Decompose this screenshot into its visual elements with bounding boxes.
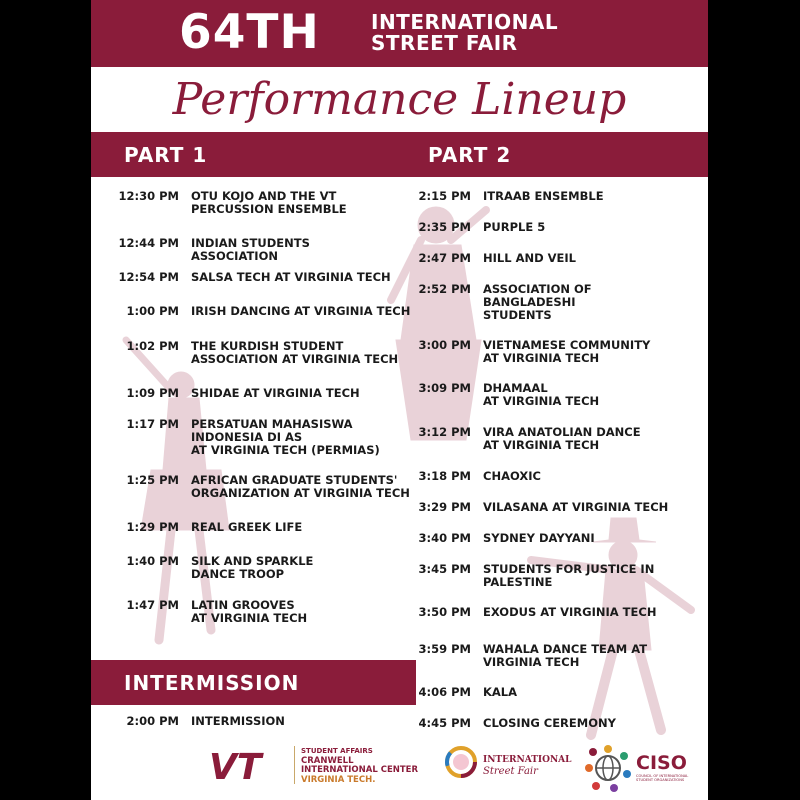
performer-name: EXODUS AT VIRGINIA TECH [483,605,657,619]
performer-name: LATIN GROOVES AT VIRGINIA TECH [191,598,308,625]
vt-logo-divider [294,746,295,784]
performance-time: 4:06 PM [418,685,471,699]
performance-time: 3:12 PM [418,425,471,439]
performer-name: IRISH DANCING AT VIRGINIA TECH [191,304,411,318]
cranwell-center-logo-text [301,747,418,785]
title-line-1: INTERNATIONAL [371,10,559,34]
part-2-heading: PART 2 [428,143,512,167]
performer-name: ASSOCIATION OF BANGLADESHI STUDENTS [483,282,592,322]
performance-time: 3:09 PM [418,381,471,395]
title-line-2: STREET FAIR [371,31,518,55]
sponsor-footer [91,738,708,800]
performer-name: HILL AND VEIL [483,251,576,265]
performer-name: SYDNEY DAYYANI [483,531,595,545]
performer-name: AFRICAN GRADUATE STUDENTS' ORGANIZATION AT VIRGINIA TECH [191,473,410,500]
vt-university-line: VIRGINIA TECH. [301,774,376,785]
performer-name: INTERMISSION [191,714,285,728]
ciso-globe-icon [584,744,632,792]
performer-name: REAL GREEK LIFE [191,520,303,534]
ciso-subtitle: COUNCIL OF INTERNATIONAL STUDENT ORGANIZATIONS [636,774,689,782]
edition-number: 64TH [179,5,320,60]
performance-time: 2:47 PM [418,251,471,265]
poster [91,0,708,800]
performer-name: INDIAN STUDENTS ASSOCIATION [191,236,310,263]
performance-time: 12:44 PM [118,236,179,250]
performance-time: 1:00 PM [126,304,179,318]
performer-name: KALA [483,685,518,699]
performance-time: 1:47 PM [126,598,179,612]
performer-name: OTU KOJO AND THE VT PERCUSSION ENSEMBLE [191,189,347,216]
performer-name: VIRA ANATOLIAN DANCE AT VIRGINIA TECH [483,425,641,452]
performance-time: 3:59 PM [418,642,471,656]
page-title: Performance Lineup [172,74,627,125]
performance-time: 2:15 PM [418,189,471,203]
performance-time: 12:54 PM [118,270,179,284]
performer-name: CHAOXIC [483,469,541,483]
part-header-band [91,132,708,177]
performance-time: 1:02 PM [126,339,179,353]
performance-time: 1:29 PM [126,520,179,534]
performer-name: SHIDAE AT VIRGINIA TECH [191,386,360,400]
performance-time: 3:29 PM [418,500,471,514]
performance-time: 2:52 PM [418,282,471,296]
intermission-band [91,660,416,705]
performance-time: 2:00 PM [126,714,179,728]
vt-dept-line: STUDENT AFFAIRS [301,747,373,755]
intermission-heading: INTERMISSION [124,671,300,695]
performance-time: 1:25 PM [126,473,179,487]
performance-time: 1:40 PM [126,554,179,568]
performer-name: STUDENTS FOR JUSTICE IN PALESTINE [483,562,655,589]
street-fair-logo-text [483,755,571,777]
performance-time: 1:17 PM [126,417,179,431]
street-fair-globe-icon [443,744,479,780]
performance-time: 3:40 PM [418,531,471,545]
ciso-name: CISO [636,752,687,774]
fair-logo-line-2: Street Fair [483,766,538,777]
performance-time: 2:35 PM [418,220,471,234]
performer-name: SALSA TECH AT VIRGINIA TECH [191,270,391,284]
performer-name: PERSATUAN MAHASISWA INDONESIA DI AS AT VIRGINIA TECH (PERMIAS) [191,417,380,457]
performer-name: VIETNAMESE COMMUNITY AT VIRGINIA TECH [483,338,651,365]
vt-center-line-1: CRANWELL [301,755,354,766]
performer-name: VILASANA AT VIRGINIA TECH [483,500,669,514]
performance-time: 3:00 PM [418,338,471,352]
fair-logo-line-1: INTERNATIONAL [483,755,572,765]
performer-name: WAHALA DANCE TEAM AT VIRGINIA TECH [483,642,648,669]
performer-name: DHAMAAL AT VIRGINIA TECH [483,381,600,408]
vt-logo-mark: VT [209,748,262,784]
performer-name: SILK AND SPARKLE DANCE TROOP [191,554,314,581]
performance-time: 3:45 PM [418,562,471,576]
performer-name: CLOSING CEREMONY [483,716,616,730]
part-1-heading: PART 1 [124,143,208,167]
performer-name: ITRAAB ENSEMBLE [483,189,604,203]
vt-center-line-2: INTERNATIONAL CENTER [301,765,419,775]
performance-time: 1:09 PM [126,386,179,400]
performance-time: 12:30 PM [118,189,179,203]
virginia-tech-logo [209,748,289,784]
performer-name: PURPLE 5 [483,220,546,234]
performance-time: 3:18 PM [418,469,471,483]
performance-time: 4:45 PM [418,716,471,730]
performance-time: 3:50 PM [418,605,471,619]
title-banner [91,0,708,67]
performer-name: THE KURDISH STUDENT ASSOCIATION AT VIRGINIA TECH [191,339,399,366]
